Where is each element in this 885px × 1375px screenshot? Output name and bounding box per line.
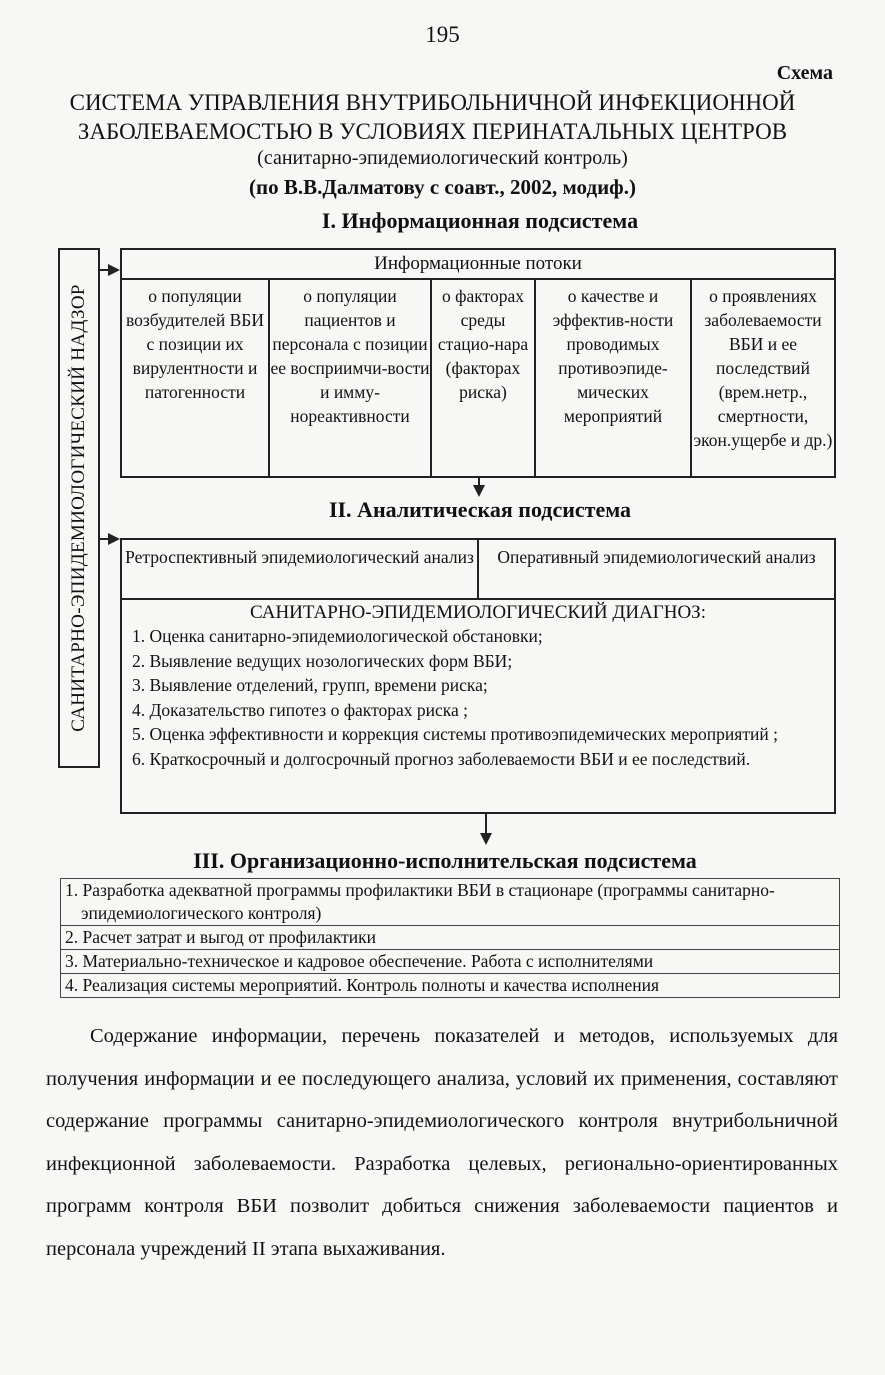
diagnosis-list <box>122 624 834 771</box>
scheme-source: (по В.В.Далматову с соавт., 2002, модиф.) <box>249 175 636 199</box>
section1-title: I. Информационная подсистема <box>321 208 639 233</box>
diagnosis-item: 6. Краткосрочный и долгосрочный прогноз заболеваемости ВБИ и ее последствий. <box>132 748 751 769</box>
task-row: 2. Расчет затрат и выгод от профилактики <box>61 926 839 950</box>
arrow-right-icon <box>108 533 120 545</box>
section2-title: II. Аналитическая подсистема <box>328 497 632 522</box>
arrow-down-icon <box>480 833 492 845</box>
analysis-table <box>120 538 836 814</box>
information-flows-header: Информационные потоки <box>122 250 834 280</box>
diagnosis-item: 2. Выявление ведущих нозологических форм ВБИ; <box>132 650 513 671</box>
flow-column: о популяции пациентов и персонала с позиции ее восприимчи-вости и имму-нореактивности <box>270 280 432 478</box>
organizational-tasks-table <box>60 878 840 998</box>
task-row: 3. Материально-техническое и кадровое обеспечение. Работа с исполнителями <box>61 950 839 974</box>
information-flows-table <box>120 248 836 478</box>
flow-column: о проявлениях заболеваемости ВБИ и ее последствий (врем.нетр., смертности, экон.ущербе и др.) <box>693 286 833 450</box>
task-row: 4. Реализация системы мероприятий. Контроль полноты и качества исполнения <box>65 975 660 995</box>
connector-line <box>100 538 108 540</box>
operative-analysis-cell: Оперативный эпидемиологический анализ <box>497 547 816 567</box>
side-supervision-label: САНИТАРНО-ЭПИДЕМИОЛОГИЧЕСКИЙ НАДЗОР <box>68 284 89 732</box>
connector-line <box>485 814 487 834</box>
diagnosis-title: САНИТАРНО-ЭПИДЕМИОЛОГИЧЕСКИЙ ДИАГНОЗ: <box>250 602 706 623</box>
page-number: 195 <box>425 22 460 47</box>
scheme-subtitle: (санитарно-эпидемиологический контроль) <box>257 147 628 169</box>
connector-line <box>100 269 108 271</box>
diagnosis-item: 4. Доказательство гипотез о факторах риска ; <box>132 699 469 720</box>
section3-title: III. Организационно-исполнительская подсистема <box>193 848 697 873</box>
arrow-right-icon <box>108 264 120 276</box>
diagnosis-item: 3. Выявление отделений, групп, времени риска; <box>132 675 488 695</box>
scheme-title-line2: ЗАБОЛЕВАЕМОСТЬЮ В УСЛОВИЯХ ПЕРИНАТАЛЬНЫХ ЦЕНТРОВ <box>77 119 788 144</box>
diagnosis-item: 1. Оценка санитарно-эпидемиологической обстановки; <box>132 626 543 646</box>
flow-column: о популяции возбудителей ВБИ с позиции их вирулентности и патогенности <box>122 280 270 478</box>
scheme-label: Схема <box>776 62 833 84</box>
scheme-title-line1: СИСТЕМА УПРАВЛЕНИЯ ВНУТРИБОЛЬНИЧНОЙ ИНФЕКЦИОННОЙ <box>69 90 796 115</box>
body-paragraph: Содержание информации, перечень показателей и методов, используемых для получения информации и ее последующего анализа, условий их применения, составляют содержание программы санитарно-эпидемиологического контроля внутрибольничной инфекционной заболеваемости. Разработка целевых, регионально-ориентированных программ контроля ВБИ позволит добиться снижения заболеваемости пациентов и персонала учреждений II этапа выхаживания. <box>46 1025 838 1260</box>
flow-column: о качестве и эффектив-ности проводимых противоэпиде-мических мероприятий <box>536 280 692 478</box>
arrow-down-icon <box>473 485 485 497</box>
retrospective-analysis-cell: Ретроспективный эпидемиологический анализ <box>122 540 479 598</box>
task-row: 1. Разработка адекватной программы профилактики ВБИ в стационаре (программы санитарно-эпидемиологического контроля) <box>61 879 839 926</box>
flow-column: о факторах среды стацио-нара (факторах риска) <box>432 280 536 478</box>
diagnosis-item: 5. Оценка эффективности и коррекция системы противоэпидемических мероприятий ; <box>132 724 778 744</box>
